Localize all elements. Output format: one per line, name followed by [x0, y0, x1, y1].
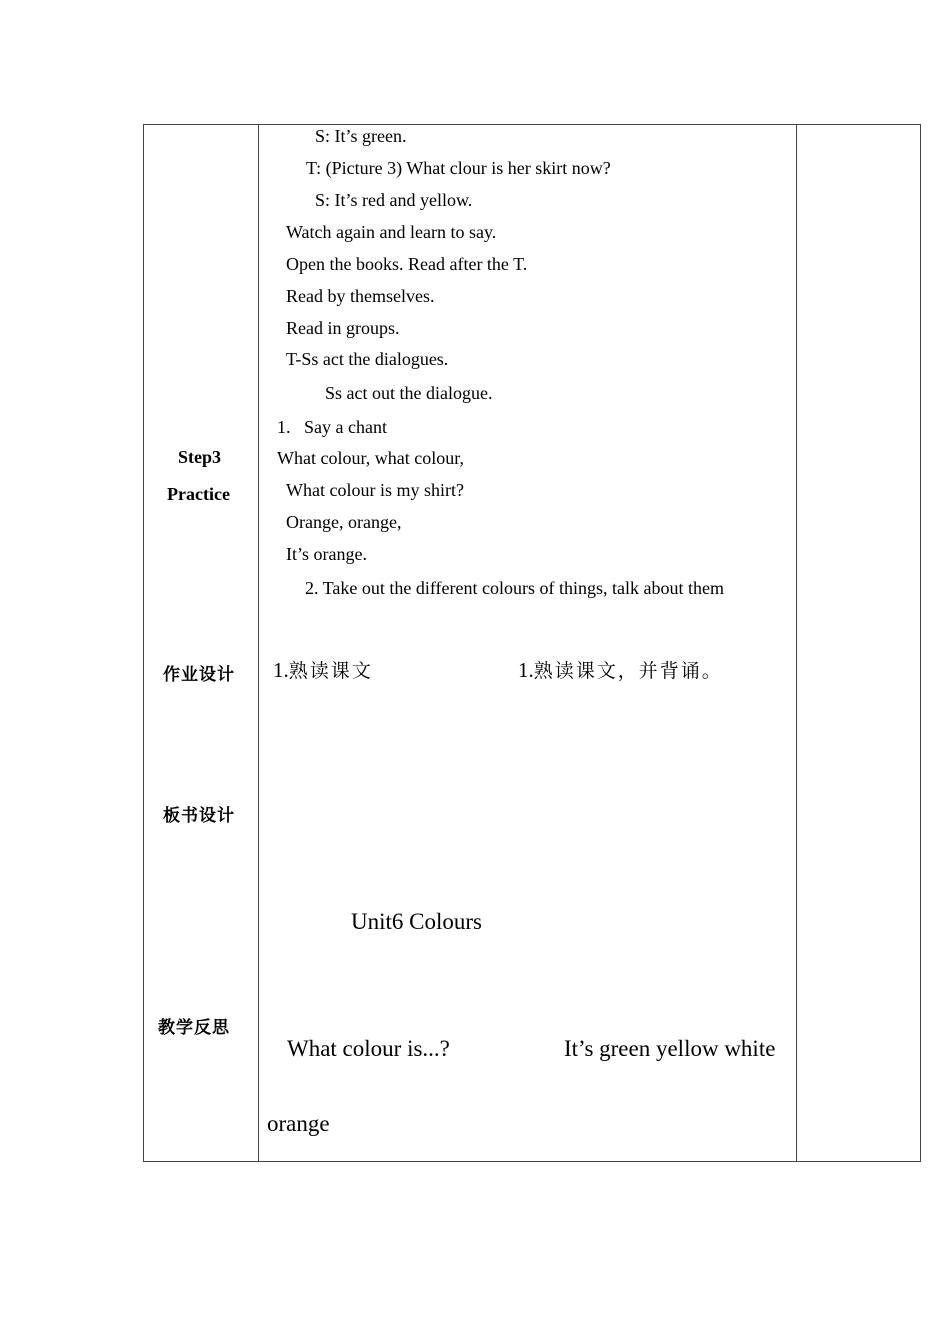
practice-line: Read in groups. — [286, 318, 400, 338]
board-title: Unit6 Colours — [351, 909, 482, 934]
lesson-plan-table — [143, 124, 921, 1162]
practice-line: T-Ss act the dialogues. — [286, 349, 449, 369]
homework-item-number: 1. — [518, 658, 534, 682]
homework-item — [518, 658, 723, 683]
practice-line: Orange, orange, — [286, 512, 402, 532]
homework-label: 作业设计 — [163, 665, 235, 685]
practice-line: What colour is my shirt? — [286, 480, 464, 500]
practice-line: S: It’s red and yellow. — [315, 190, 473, 210]
step-title: Practice — [167, 484, 230, 504]
step-label: Step3 — [178, 447, 222, 467]
column-divider — [796, 125, 797, 1161]
practice-line: Open the books. Read after the T. — [286, 254, 528, 274]
board-question: What colour is...? — [287, 1036, 450, 1061]
practice-line: Watch again and learn to say. — [286, 222, 497, 242]
practice-line: T: (Picture 3) What clour is her skirt now? — [306, 158, 611, 178]
practice-line: It’s orange. — [286, 544, 367, 564]
practice-line: What colour, what colour, — [277, 448, 464, 468]
practice-line: 1. Say a chant — [277, 417, 387, 437]
board-answer-continued: orange — [267, 1111, 330, 1136]
homework-item-text: 熟读课文，并背诵。 — [533, 660, 723, 682]
homework-item-text: 熟读课文 — [288, 660, 373, 682]
practice-line: Ss act out the dialogue. — [325, 383, 493, 403]
practice-line: Read by themselves. — [286, 286, 435, 306]
practice-line: 2. Take out the different colours of things, talk about them — [305, 578, 724, 598]
homework-item — [273, 658, 373, 683]
board-design-label: 板书设计 — [163, 806, 235, 826]
reflection-label: 教学反思 — [158, 1018, 230, 1038]
homework-item-number: 1. — [273, 658, 289, 682]
practice-line: S: It’s green. — [315, 126, 407, 146]
column-divider — [258, 125, 259, 1161]
board-answer: It’s green yellow white — [564, 1036, 776, 1061]
